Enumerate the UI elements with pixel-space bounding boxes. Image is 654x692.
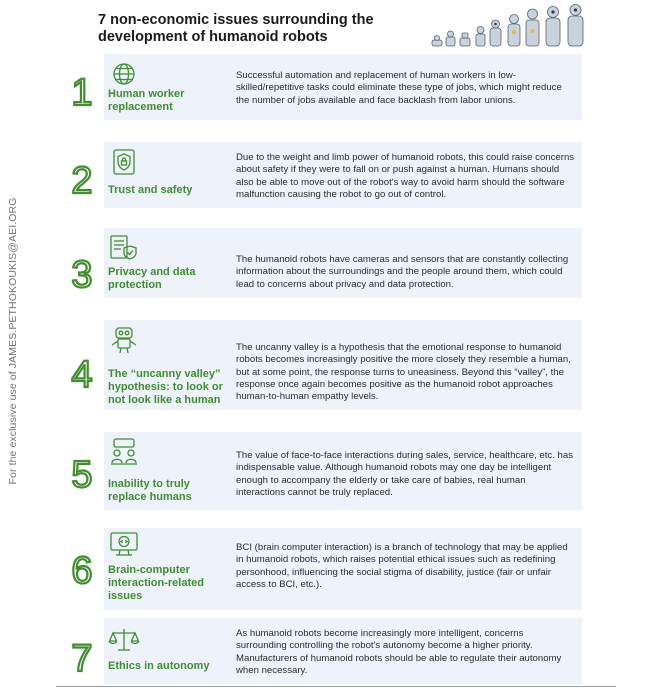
svg-text:5: 5 [71, 454, 93, 492]
robot-lineup-illustration [430, 4, 590, 50]
issue-label-line: Human worker [108, 88, 185, 100]
issue-label-line: Privacy and data [108, 266, 196, 278]
issue-description: The uncanny valley is a hypothesis that the emotional response to humanoid robots becomes increasingly positive the more closely they resemble a human, but at some point, the response turns to uneasiness. Beyond this “valley”, the response once again becomes positive as the humanoid robot approaches human-to-human empathy levels. [236, 342, 571, 403]
scales-icon [108, 626, 140, 654]
issue-label [108, 266, 236, 292]
issue-number-3 [62, 252, 102, 292]
face-to-face-icon [108, 438, 140, 466]
issue-number-6 [62, 548, 102, 588]
brain-computer-icon [108, 530, 140, 558]
svg-text:1: 1 [71, 72, 93, 110]
issue-description: The value of face-to-face interactions during sales, service, healthcare, etc. has indispensable value. Although humanoid robots may one day be intelligent enough to accompany the elderly or take care of babies, real human interactions cannot be truly replaced. [236, 450, 574, 498]
issue-label [108, 478, 236, 504]
issue-row-2 [62, 142, 582, 208]
issue-label-line: protection [108, 279, 162, 291]
exclusive-use-note [4, 197, 22, 485]
issue-label-line: Ethics in autonomy [108, 660, 210, 672]
issue-label [108, 368, 236, 407]
issue-row-6 [62, 528, 582, 610]
issue-number-7 [62, 636, 102, 676]
issue-label-line: not look like a human [108, 394, 221, 406]
issue-number-4 [62, 352, 102, 392]
svg-text:4: 4 [71, 354, 93, 392]
issue-label-line: hypothesis: to look or [108, 381, 223, 393]
title-line-1: 7 non-economic issues surrounding the [98, 12, 374, 28]
bottom-divider [56, 686, 616, 687]
issue-row-3 [62, 228, 582, 298]
issue-number-2 [62, 158, 102, 198]
issue-label [108, 564, 236, 603]
issue-label [108, 184, 236, 197]
issue-row-5 [62, 432, 582, 510]
issue-number-5 [62, 452, 102, 492]
issue-label-line: The “uncanny valley” [108, 368, 221, 380]
issue-label [108, 88, 236, 114]
issue-label-line: Brain-computer [108, 564, 190, 576]
issue-description: The humanoid robots have cameras and sensors that are constantly collecting information about the surroundings and the people around them, which could lead to concerns about privacy and data protection. [236, 254, 569, 290]
exclusive-use-text: For the exclusive use of JAMES.PETHOKOUKIS@AEI.ORG [7, 197, 19, 485]
shield-lock-icon [108, 148, 140, 176]
issue-row-7 [62, 618, 582, 684]
issue-label-line: issues [108, 590, 143, 602]
page-title [98, 12, 428, 46]
svg-text:6: 6 [71, 550, 93, 588]
issue-description: As humanoid robots become increasingly more intelligent, concerns surrounding controlling the robot's autonomy become a higher priority. Manufacturers of humanoid robots should be able to regulate their autonomy when necessary. [236, 628, 562, 676]
issue-description: Successful automation and replacement of human workers in low-skilled/repetitive tasks could eliminate these type of jobs, which might reduce the number of jobs available and face backlash from labor unions. [236, 70, 562, 106]
issue-label-line: Inability to truly [108, 478, 190, 490]
issue-description: Due to the weight and limb power of humanoid robots, this could raise concerns about safety if they were to fall on or push against a human. Humans should also be able to move out of the robot's way to avoid harm should the software malfunction causing the robot to go out of control. [236, 152, 575, 200]
issue-label [108, 660, 236, 673]
issue-label-line: replace humans [108, 491, 192, 503]
robot-icon [108, 326, 140, 354]
issue-label-line: Trust and safety [108, 184, 193, 196]
issue-label-line: replacement [108, 101, 173, 113]
issue-number-1 [62, 70, 102, 110]
issue-row-1 [62, 54, 582, 120]
svg-text:2: 2 [71, 160, 93, 198]
data-privacy-icon [108, 234, 140, 262]
issue-description: BCI (brain computer interaction) is a branch of technology that may be applied in humanoid robots, which raises potential ethical issues such as redefining personhood, influencing the social stigma of disability, justice (fair or unfair access to BCI, etc.). [236, 542, 568, 590]
title-line-2: development of humanoid robots [98, 29, 328, 45]
svg-text:3: 3 [71, 254, 93, 292]
svg-text:7: 7 [71, 638, 93, 676]
globe-network-icon [108, 60, 140, 88]
issue-label-line: interaction-related [108, 577, 204, 589]
issue-row-4 [62, 320, 582, 410]
